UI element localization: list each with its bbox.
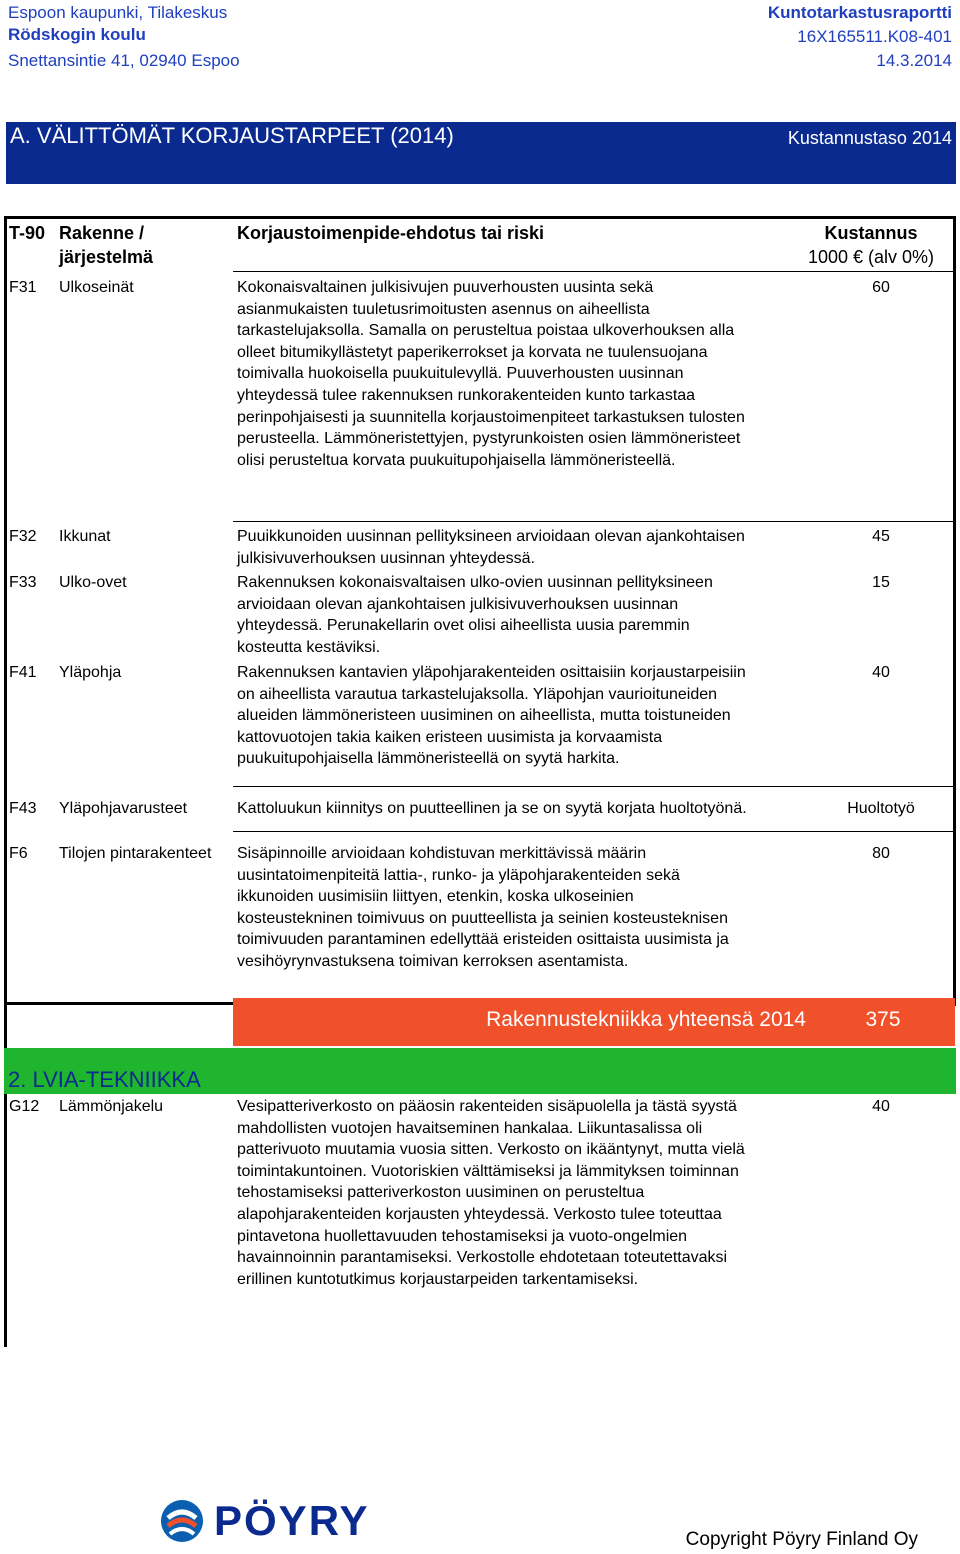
row-description-line: olleet bitumikyllästetyt paperikerrokset ja korvata ne tuulensuojana: [237, 343, 708, 361]
row-description-line: on aiheellista varautua tarkastelujaksolla. Yläpohjan vaurioituneiden: [237, 685, 718, 703]
row-cost: 45: [872, 528, 890, 545]
row-cost: 15: [872, 574, 890, 591]
row-structure: Ulko-ovet: [59, 574, 127, 591]
report-code: 16X165511.K08-401: [797, 27, 952, 46]
row-description-line: Rakennuksen kokonaisvaltaisen ulko-ovien uusinnan pellityksineen: [237, 574, 713, 591]
row-description-line: arvioidaan olevan ajankohtaisen julkisivuverhouksen uusinnan: [237, 595, 679, 613]
row-structure: Ikkunat: [59, 528, 111, 545]
row-description-line: mahdollisten vuotojen havaitseminen hankalaa. Liikuntasalissa oli: [237, 1119, 703, 1137]
row-description-line: Puuikkunoiden uusinnan pellityksineen arvioidaan olevan ajankohtaisen: [237, 528, 745, 545]
subtotal-value: 375: [865, 1008, 901, 1031]
row-description-line: perinpohjaisesti ja suunnitella korjaustoimenpiteet tarkastuksen tulosten: [237, 408, 745, 426]
row-cost: 40: [872, 664, 890, 681]
subtotal-bar: [233, 998, 955, 1046]
col-header-cost-unit: 1000 € (alv 0%): [807, 247, 935, 267]
row-divider: [233, 271, 955, 272]
org-name: Espoon kaupunki, Tilakeskus: [8, 3, 228, 22]
logo-text: PÖYRY: [214, 1497, 370, 1544]
row-code: F31: [9, 279, 37, 296]
row-description-line: alapohjarakenteiden korjausten yhteydessä. Verkosto tulee toteuttaa: [237, 1206, 722, 1223]
row-description-line: kosteutta kestäviksi.: [237, 638, 381, 656]
col-header-structure-2: järjestelmä: [59, 247, 154, 267]
row-description-line: olisi perusteltua korvata puukuitupohjaisella lämmöneristeellä.: [237, 451, 676, 469]
row-cost: Huoltotyö: [847, 800, 915, 817]
table-top-border: [4, 216, 956, 219]
row-divider: [233, 831, 955, 832]
cost-level: Kustannustaso 2014: [787, 128, 952, 148]
row-description-line: Kokonaisvaltainen julkisivujen puuverhousten uusinta sekä: [237, 279, 654, 296]
section-2-title: 2. LVIA-TEKNIIKKA: [8, 1067, 201, 1092]
copyright: Copyright Pöyry Finland Oy: [685, 1529, 918, 1550]
row-code: F32: [9, 528, 37, 545]
report-title: Kuntotarkastusraportti: [767, 3, 952, 22]
row-description-line: asianmukaisten tuuletusrimoitusten asennus on aiheellista: [237, 300, 650, 318]
section-a-title: A. VÄLITTÖMÄT KORJAUSTARPEET (2014): [10, 123, 454, 148]
table-left-border: [4, 216, 7, 1347]
row-structure: Yläpohjavarusteet: [59, 800, 188, 817]
row-description-line: ikkunoiden uusimisiin liittyen, etenkin, koska ulkoseinien: [237, 888, 634, 906]
row-description-line: yhteydessä tulee rakennuksen runkorakenteiden kunto tarkastaa: [237, 387, 696, 404]
address: Snettansintie 41, 02940 Espoo: [8, 51, 240, 70]
report-date: 14.3.2014: [876, 51, 952, 70]
row-description-line: Vesipatteriverkosto on pääosin rakenteiden sisäpuolella ja tästä syystä: [237, 1098, 737, 1115]
row-description-line: uusintatoimenpiteitä lattia-, runko- ja yläpohjarakenteiden sekä: [237, 866, 680, 884]
row-cost: 60: [872, 279, 890, 296]
row-code: F33: [9, 574, 37, 591]
row-description-line: kosteustekninen toimivuus on puutteellista ja seinien kosteusteknisen: [237, 909, 728, 927]
row-description-line: yhteydessä. Perunakellarin ovet olisi aiheellista uusia paremmin: [237, 617, 690, 635]
row-structure: Yläpohja: [59, 664, 122, 681]
row-description-line: tarkastelujaksolla. Samalla on perusteltua poistaa ulkoverhouksen alla: [237, 322, 735, 340]
col-header-cost: Kustannus: [824, 223, 918, 243]
row-description-line: pintavetona huollettavuuden tehostamiseksi ja vuoto-ongelmien: [237, 1227, 688, 1245]
row-code: F41: [9, 664, 37, 681]
row-description-line: havainnoinnin parantamiseksi. Verkostolle ehdotetaan toteutettavaksi: [237, 1249, 728, 1267]
row-code: F43: [9, 800, 37, 817]
row-description-line: erillinen kuntotutkimus korjaustarpeiden tarkentamiseksi.: [237, 1270, 639, 1288]
row-description-line: tehostamiseksi patteriverkoston uusiminen on perusteltua: [237, 1184, 645, 1202]
row-divider: [233, 786, 955, 787]
row-description-line: patterivuoto muutamia vuosia sitten. Verkosto on ikääntynyt, mutta vielä: [237, 1141, 745, 1159]
row-description-line: perusteella. Lämmöneristettyjen, pystyrunkoisten osien lämmöneristeet: [237, 430, 741, 448]
poyry-logo: [160, 1496, 450, 1551]
section-a-banner: [6, 122, 956, 184]
row-description-line: julkisivuverhouksen uusinnan yhteydessä.: [237, 549, 535, 567]
building-name: Rödskogin koulu: [8, 25, 146, 44]
row-description-line: Rakennuksen kantavien yläpohjarakenteiden osittaisiin korjaustarpeisiin: [237, 664, 746, 681]
row-description-line: alueiden lämmöneristeen uusiminen on aiheellista, mutta toistuneiden: [237, 707, 731, 725]
row-code: G12: [9, 1098, 40, 1115]
col-header-code: T-90: [9, 223, 46, 243]
section-2-banner: [4, 1048, 956, 1094]
row-structure: Lämmönjakelu: [59, 1098, 164, 1115]
row-structure: Tilojen pintarakenteet: [59, 845, 212, 862]
subtotal-label: Rakennustekniikka yhteensä 2014: [486, 1008, 806, 1031]
row-description-line: toimivalla huokoisella puukuitulevyllä. Puuverhousten uusinnan: [237, 365, 684, 383]
row-cost: 40: [872, 1098, 890, 1115]
row-description-line: Kattoluukun kiinnitys on puutteellinen ja se on syytä korjata huoltotyönä.: [237, 800, 747, 817]
row-description-line: puukuitupohjaisella lämmöneristeellä on syytä harkita.: [237, 750, 620, 768]
row-divider: [233, 521, 955, 522]
row-code: F6: [9, 845, 28, 862]
row-description-line: Sisäpinnoille arvioidaan kohdistuvan merkittävissä määrin: [237, 845, 647, 862]
row-cost: 80: [872, 845, 890, 862]
col-header-structure: Rakenne /: [59, 223, 145, 243]
table-right-border: [953, 216, 956, 1006]
row-description-line: kattovuotojen takia kaiken eristeen uusimista ja korvaamista: [237, 728, 663, 746]
row-structure: Ulkoseinät: [59, 279, 134, 296]
col-header-action: Korjaustoimenpide-ehdotus tai riski: [237, 223, 545, 243]
row-description-line: toimivuuden parantaminen edellyttää eristeiden osittaista uusimista ja: [237, 931, 729, 949]
row-description-line: vesihöyrynvastuksena toimivan kerroksen asentamista.: [237, 953, 629, 970]
row-description-line: toimintakuntoinen. Vuotoriskien välttämiseksi ja lämmityksen toiminnan: [237, 1162, 739, 1180]
